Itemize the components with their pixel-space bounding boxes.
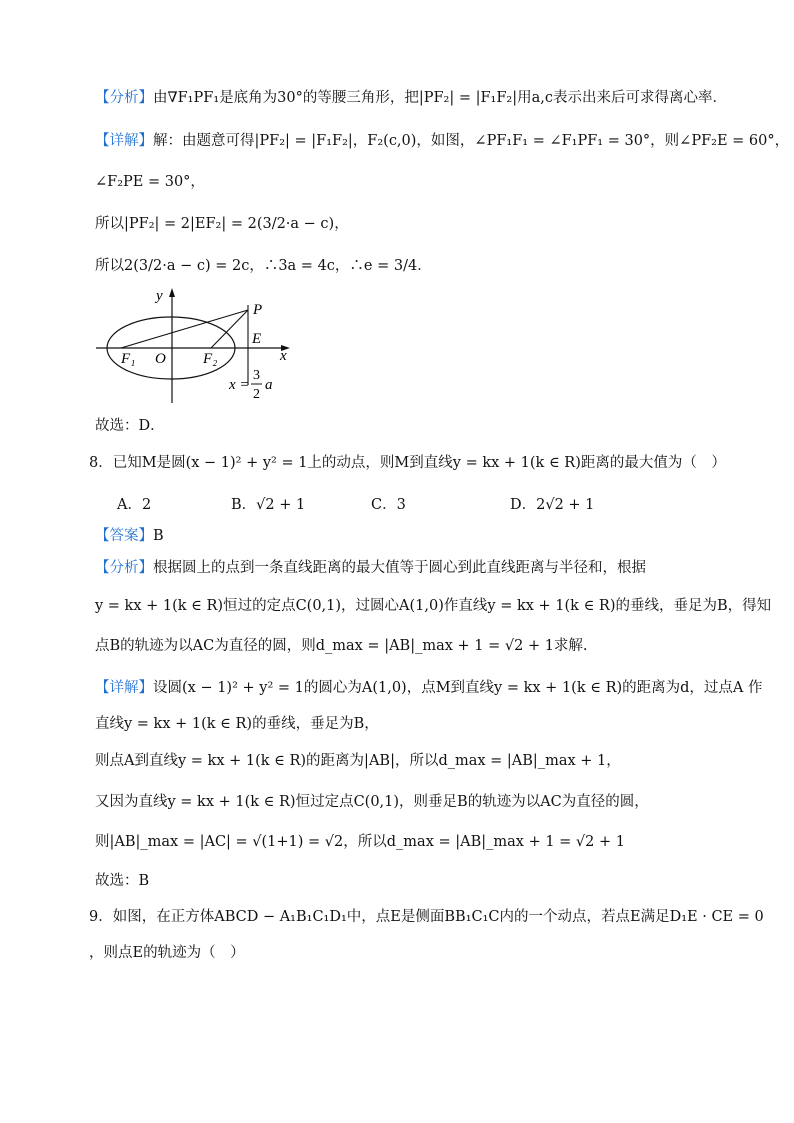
ellipse-figure [92, 285, 302, 410]
detail-line-4: 所以2(3/2·a − c) = 2c，∴3a = 4c，∴e = 3/4． [95, 258, 432, 274]
detail-line-2: ∠F₂PE = 30°， [95, 174, 205, 190]
q8-option-c: C．3 [371, 497, 406, 513]
focus-f1-label: F₁ [121, 351, 136, 367]
focus-f2-label: F₂ [203, 351, 218, 367]
analysis-line-1: 【分析】由∇F₁PF₁是底角为30°的等腰三角形，把|PF₂| = |F₁F₂|用a,c表示出来后可求得离心率． [95, 90, 727, 106]
analysis-8-line-3: 点B的轨迹为以AC为直径的圆，则d_max = |AB|_max + 1 = √2 + 1求解. [95, 638, 588, 654]
section-tag: 【详解】 [95, 680, 153, 696]
detail-8-line-1: 【详解】设圆(x − 1)² + y² = 1的圆心为A(1,0)，点M到直线y = kx + 1(k ∈ R)的距离为d，过点A 作 [95, 680, 763, 696]
detail-8-line-5: 则|AB|_max = |AC| = √(1+1) = √2，所以d_max = |AB|_max + 1 = √2 + 1 [95, 834, 625, 850]
q8-option-a: A．2 [117, 497, 152, 513]
detail-8-line-4: 又因为直线y = kx + 1(k ∈ R)恒过定点C(0,1)，则垂足B的轨迹为以AC为直径的圆， [95, 794, 649, 810]
question-8: 8．已知M是圆(x − 1)² + y² = 1上的动点，则M到直线y = kx + 1(k ∈ R)距离的最大值为（ ） [89, 455, 726, 471]
q8-option-d: D．2√2 + 1 [510, 497, 595, 513]
detail-8-line-2: 直线y = kx + 1(k ∈ R)的垂线，垂足为B， [95, 716, 379, 732]
section-tag: 【答案】 [95, 528, 153, 544]
point-e-label: E [252, 331, 262, 347]
detail-line-3: 所以|PF₂| = 2|EF₂| = 2(3/2·a − c)， [95, 216, 349, 232]
answer-choice-d: 故选：D． [95, 418, 165, 434]
answer-line: 【答案】B [95, 528, 164, 544]
q8-option-b: B．√2 + 1 [231, 497, 306, 513]
point-p-label: P [253, 302, 263, 318]
directrix-frac-den: 2 [253, 387, 260, 402]
analysis-8-line-1: 【分析】根据圆上的点到一条直线距离的最大值等于圆心到此直线距离与半径和，根据 [95, 560, 646, 576]
answer-choice-b: 故选：B [95, 873, 150, 889]
section-tag: 【分析】 [95, 90, 153, 106]
x-axis-label: x [280, 348, 287, 364]
section-tag: 【分析】 [95, 560, 153, 576]
detail-8-line-3: 则点A到直线y = kx + 1(k ∈ R)的距离为|AB|，所以d_max = |AB|_max + 1， [95, 753, 621, 769]
origin-label: O [155, 351, 166, 367]
directrix-frac-num: 3 [253, 368, 260, 383]
question-9-line-1: 9．如图，在正方体ABCD − A₁B₁C₁D₁中，点E是侧面BB₁C₁C内的一个动点，若点E满足D₁E · CE = 0 [89, 909, 764, 925]
directrix-lhs: x = [229, 377, 250, 393]
section-tag: 【详解】 [95, 133, 153, 149]
y-axis-label: y [156, 288, 163, 304]
directrix-frac-var: a [265, 377, 273, 393]
question-9-line-2: ，则点E的轨迹为（ ） [89, 945, 245, 961]
detail-line-1: 【详解】解：由题意可得|PF₂| = |F₁F₂|，F₂(c,0)，如图，∠PF₁F₁ = ∠F₁PF₁ = 30°，则∠PF₂E = 60°， [95, 133, 790, 149]
analysis-8-line-2: y = kx + 1(k ∈ R)恒过的定点C(0,1)，过圆心A(1,0)作直线y = kx + 1(k ∈ R)的垂线，垂足为B，得知 [95, 598, 772, 614]
